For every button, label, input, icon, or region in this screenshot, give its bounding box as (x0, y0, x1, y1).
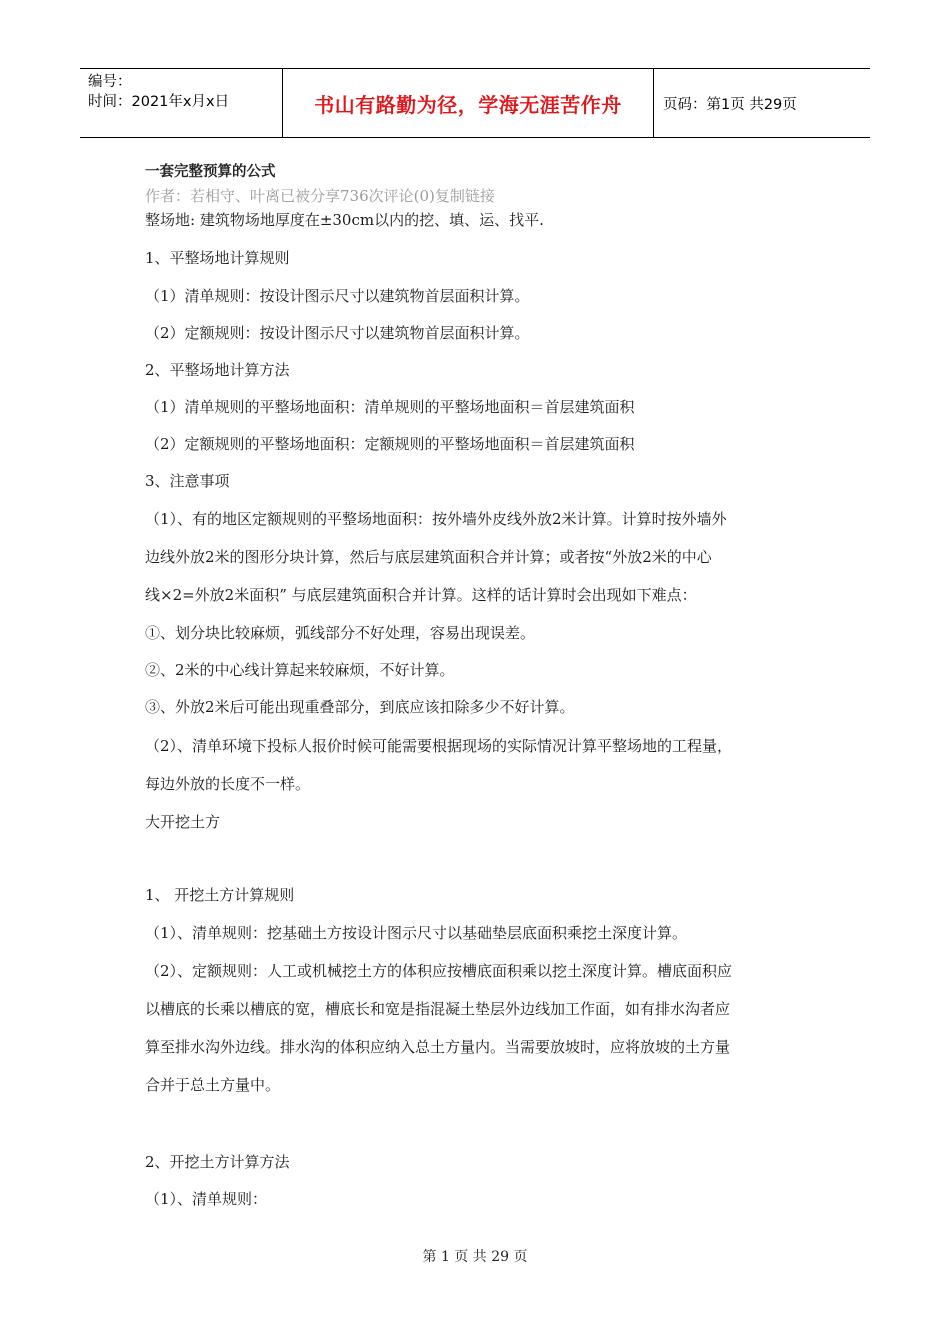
text-line: 线×2=外放2米面积” 与底层建筑面积合并计算。这样的话计算时会出现如下难点： (145, 586, 697, 604)
text-line: ②、2米的中心线计算起来较麻烦，不好计算。 (145, 661, 455, 679)
text-line: （1）清单规则的平整场地面积：清单规则的平整场地面积＝首层建筑面积 (145, 398, 635, 416)
text-line: （2）、定额规则：人工或机械挖土方的体积应按槽底面积乘以挖土深度计算。槽底面积应 (145, 962, 733, 980)
text-line: 1、 开挖土方计算规则 (145, 886, 295, 904)
text-line: 3、注意事项 (145, 472, 230, 490)
doc-number-label: 编号： (88, 74, 132, 90)
text-line: 以槽底的长乘以槽底的宽，槽底长和宽是指混凝土垫层外边线加工作面，如有排水沟者应 (145, 1000, 731, 1018)
doc-time-label: 时间：2021年x月x日 (88, 94, 230, 110)
text-line: ③、外放2米后可能出现重叠部分，到底应该扣除多少不好计算。 (145, 698, 575, 716)
section-heading: 大开挖土方 (145, 813, 221, 831)
text-line: 2、平整场地计算方法 (145, 361, 290, 379)
header-motto: 书山有路勤为径，学海无涯苦作舟 (314, 92, 622, 117)
text-line: 1、平整场地计算规则 (145, 249, 290, 267)
text-line: 边线外放2米的图形分块计算，然后与底层建筑面积合并计算；或者按“外放2米的中心 (145, 548, 712, 566)
header-info (80, 69, 282, 137)
text-line: （1）清单规则：按设计图示尺寸以建筑物首层面积计算。 (145, 287, 530, 305)
text-line: 算至排水沟外边线。排水沟的体积应纳入总土方量内。当需要放坡时，应将放坡的土方量 (145, 1038, 731, 1056)
text-line: （2）、清单环境下投标人报价时候可能需要根据现场的实际情况计算平整场地的工程量， (145, 737, 733, 755)
text-line: （1）、清单规则： (145, 1190, 268, 1208)
text-line: 合并于总土方量中。 (145, 1076, 281, 1094)
page-footer: 第 1 页 共 29 页 (422, 1249, 528, 1265)
doc-meta: 作者：若相守、叶离已被分享736次评论(0)复制链接 (145, 187, 495, 205)
text-line: （1）、有的地区定额规则的平整场地面积：按外墙外皮线外放2米计算。计算时按外墙外 (145, 510, 727, 528)
header-motto-cell (282, 69, 654, 137)
text-line: 整场地: 建筑物场地厚度在±30cm以内的挖、填、运、找平. (145, 211, 544, 229)
text-line: 2、开挖土方计算方法 (145, 1153, 290, 1171)
page-header (80, 68, 870, 138)
doc-title: 一套完整预算的公式 (145, 164, 276, 180)
text-line: （2）定额规则：按设计图示尺寸以建筑物首层面积计算。 (145, 324, 530, 342)
header-page-info: 页码：第1页 共29页 (663, 96, 797, 113)
text-line: ①、划分块比较麻烦，弧线部分不好处理，容易出现误差。 (145, 624, 536, 642)
text-line: 每边外放的长度不一样。 (145, 775, 311, 793)
text-line: （1）、清单规则：挖基础土方按设计图示尺寸以基础垫层底面积乘挖土深度计算。 (145, 924, 688, 942)
text-line: （2）定额规则的平整场地面积：定额规则的平整场地面积＝首层建筑面积 (145, 435, 635, 453)
